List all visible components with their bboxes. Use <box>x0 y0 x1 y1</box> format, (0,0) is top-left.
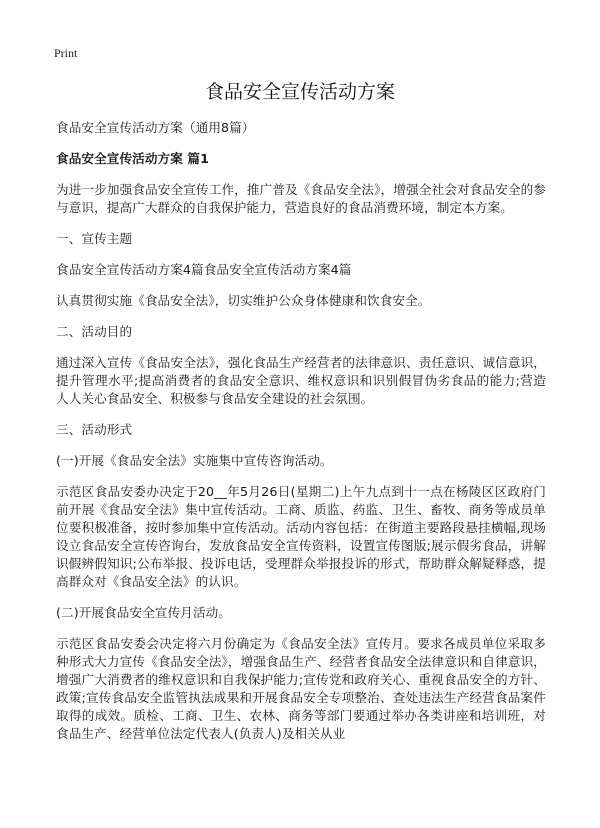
article-heading: 食品安全宣传活动方案 篇1 <box>56 151 209 166</box>
activity-two-title: (二)开展食品安全宣传月活动。 <box>56 605 232 620</box>
print-label: Print <box>54 46 78 60</box>
section-title-purpose: 二、活动目的 <box>56 324 133 339</box>
document-body <box>56 119 546 756</box>
section-title-theme: 一、宣传主题 <box>56 231 133 246</box>
document-title: 食品安全宣传活动方案 <box>204 81 395 103</box>
section-theme-body: 认真贯彻实施《食品安全法》，切实维护公众身体健康和饮食安全。 <box>56 293 431 308</box>
intro-paragraph: 为进一步加强食品安全宣传工作，推广普及《食品安全法》，增强全社会对食品安全的参与意识，提高广大群众的自我保护能力，营造良好的食品消费环境，制定本方案。 <box>56 182 546 215</box>
section-title-format: 三、活动形式 <box>56 422 133 437</box>
section-ref-text: 食品安全宣传活动方案4篇食品安全宣传活动方案4篇 <box>56 262 352 277</box>
activity-two-body: 示范区食品安委会决定将六月份确定为《食品安全法》宣传月。要求各成员单位采取多种形式大力宣传《食品安全法》，增强食品生产、经营者食品安全法律意识和自律意识，增强广大消费者的维权意识和自我保护能力;宣传党和政府关心、重视食品安全的方针、政策;宣传食品安全监管执法成果和开展食品安全专项整治、查处违法生产经营食品案件取得的成效。质检、工商、卫生、农林、商务等部门要通过举办各类讲座和培训班，对食品生产、经营单位法定代表人(负责人)及相关从业 <box>56 636 546 741</box>
activity-one-title: (一)开展《食品安全法》实施集中宣传咨询活动。 <box>56 453 333 468</box>
section-purpose-body: 通过深入宣传《食品安全法》，强化食品生产经营者的法律意识、责任意识、诚信意识，提升管理水平;提高消费者的食品安全意识、维权意识和识别假冒伪劣食品的能力;营造人人关心食品安全、积极参与食品安全建设的社会氛围。 <box>56 355 546 406</box>
activity-one-body: 示范区食品安委办决定于20__年5月26日(星期二)上午九点到十一点在杨陵区区政府门前开展《食品安全法》集中宣传活动。工商、质监、药监、卫生、畜牧、商务等成员单位要积极准备，按时参加集中宣传活动。活动内容包括：在街道主要路段悬挂横幅,现场设立食品安全宣传咨询台，发放食品安全宣传资料，设置宣传图版;展示假劣食品，讲解识假辨假知识;公布举报、投诉电话，受理群众举报投诉的形式，帮助群众解疑释惑，提高群众对《食品安全法》的认识。 <box>56 484 546 589</box>
document-subtitle: 食品安全宣传活动方案（通用8篇） <box>56 120 255 135</box>
